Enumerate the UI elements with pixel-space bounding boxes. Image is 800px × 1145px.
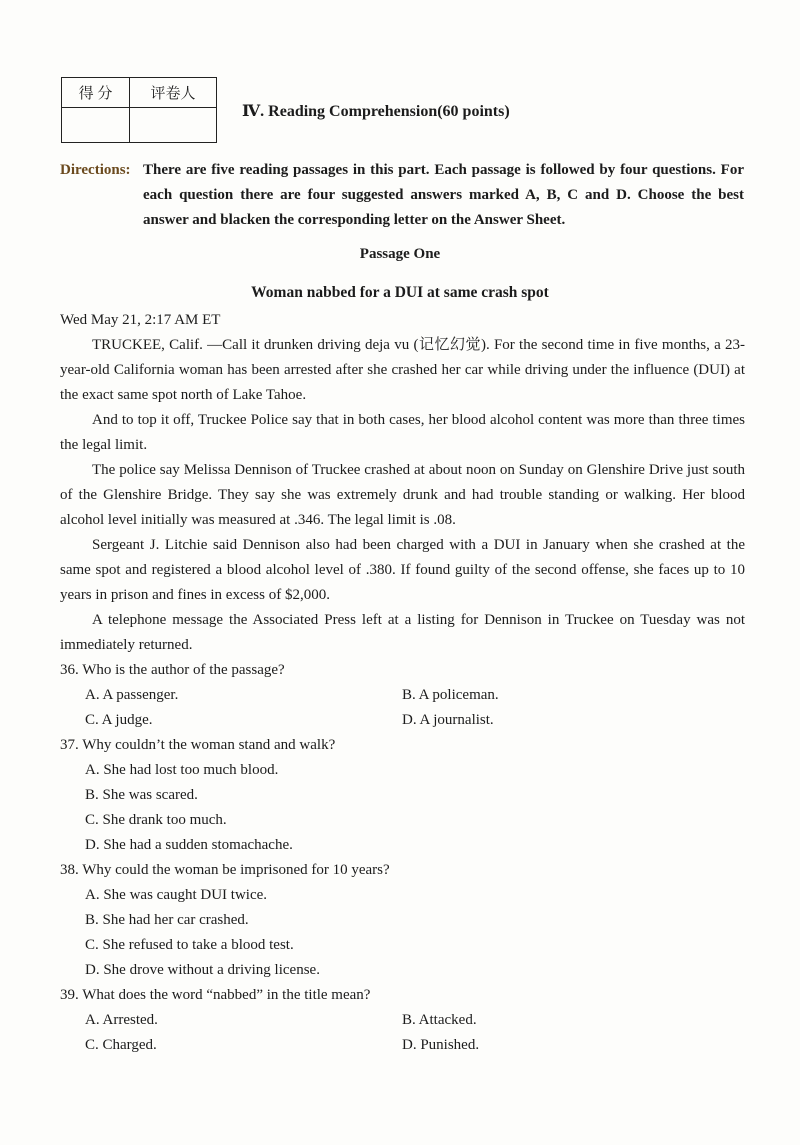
option-b: B. A policeman.: [402, 687, 499, 703]
article-paragraph: TRUCKEE, Calif. —Call it drunken driving deja vu (记忆幻觉). For the second time in five months, a 23-year-old California woman has been arrested after she crashed her car while driving under the influence (DUI) at the exact same spot north of Lake Tahoe.: [60, 337, 745, 403]
directions-text: There are five reading passages in this part. Each passage is followed by four questions. For each question there are four suggested answers marked A, B, C and D. Choose the best answer and blacken the corresponding letter on the Answer Sheet.: [143, 162, 744, 228]
option-d: D. She drove without a driving license.: [85, 962, 320, 978]
article-paragraph: The police say Melissa Dennison of Truckee crashed at about noon on Sunday on Glenshire Drive just south of the Glenshire Bridge. They say she was extremely drunk and had trouble standing or walking. Her blood alcohol level initially was measured at .346. The legal limit is .08.: [60, 462, 745, 528]
option-b: B. She had her car crashed.: [85, 912, 249, 928]
answer-options: [85, 1008, 745, 1058]
article-paragraph: A telephone message the Associated Press left at a listing for Dennison in Truckee on Tuesday was not immediately returned.: [60, 612, 745, 653]
option-c: C. She refused to take a blood test.: [85, 937, 294, 953]
passage-heading: Passage One: [359, 246, 441, 262]
grader-header: 评卷人: [130, 78, 217, 108]
answer-options: [85, 683, 745, 733]
score-cell: [62, 108, 130, 143]
question-list: [60, 658, 745, 1058]
directions: [60, 158, 744, 233]
option-a: A. A passenger.: [85, 687, 179, 703]
article-paragraph: Sergeant J. Litchie said Dennison also had been charged with a DUI in January when she crashed at the same spot and registered a blood alcohol level of .380. If found guilty of the second offense, she faces up to 10 years in prison and fines in excess of $2,000.: [60, 537, 745, 603]
grader-cell: [130, 108, 217, 143]
option-c: C. A judge.: [85, 712, 153, 728]
option-a: A. She was caught DUI twice.: [85, 887, 268, 903]
option-b: B. Attacked.: [402, 1012, 477, 1028]
option-c: C. She drank too much.: [85, 812, 227, 828]
directions-label: Directions:: [60, 162, 131, 178]
question-stem: 38. Why could the woman be imprisoned for 10 years?: [60, 862, 390, 878]
question-37: [60, 733, 745, 858]
article-paragraph: And to top it off, Truckee Police say that in both cases, her blood alcohol content was more than three times the legal limit.: [60, 412, 745, 453]
answer-options: [85, 758, 745, 858]
question-39: [60, 983, 745, 1058]
question-stem: 37. Why couldn’t the woman stand and walk?: [60, 737, 336, 753]
option-c: C. Charged.: [85, 1037, 157, 1053]
answer-options: [85, 883, 745, 983]
question-38: [60, 858, 745, 983]
option-d: D. Punished.: [402, 1037, 480, 1053]
section-title: Ⅳ. Reading Comprehension(60 points): [242, 103, 510, 120]
article-title: Woman nabbed for a DUI at same crash spot: [251, 284, 549, 301]
score-box: [61, 77, 217, 143]
option-a: A. She had lost too much blood.: [85, 762, 279, 778]
question-stem: 39. What does the word “nabbed” in the title mean?: [60, 987, 371, 1003]
article-dateline: Wed May 21, 2:17 AM ET: [60, 312, 221, 328]
option-a: A. Arrested.: [85, 1012, 158, 1028]
question-36: [60, 658, 745, 733]
option-b: B. She was scared.: [85, 787, 198, 803]
score-header: 得 分: [62, 78, 130, 108]
article-body: [60, 308, 745, 658]
option-d: D. A journalist.: [402, 712, 494, 728]
option-d: D. She had a sudden stomachache.: [85, 837, 293, 853]
question-stem: 36. Who is the author of the passage?: [60, 662, 285, 678]
